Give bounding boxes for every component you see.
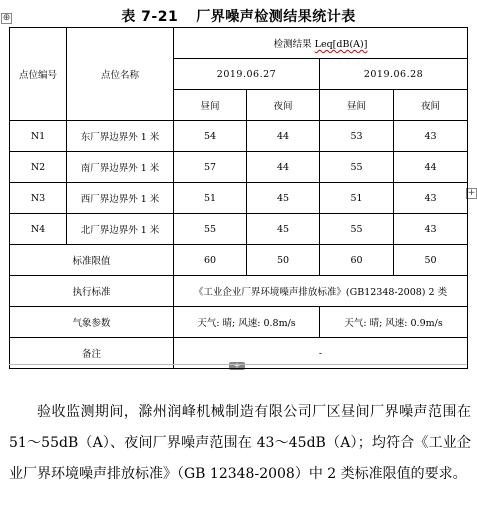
d2-day-value: 55 bbox=[320, 214, 394, 245]
table-row bbox=[10, 152, 468, 183]
table-bottom-rule bbox=[9, 364, 467, 365]
table-row bbox=[10, 183, 468, 214]
table-header-row-1 bbox=[10, 28, 468, 59]
header-d2-day: 昼间 bbox=[320, 90, 394, 121]
table-move-handle-icon[interactable]: ⊕ bbox=[2, 13, 11, 23]
standard-row bbox=[10, 276, 468, 307]
standard-text: 《工业企业厂界环境噪声排放标准》(GB12348-2008) 2 类 bbox=[174, 276, 468, 307]
d2-day-value: 51 bbox=[320, 183, 394, 214]
limit-d2-day: 60 bbox=[320, 245, 394, 276]
site-code: N3 bbox=[10, 183, 67, 214]
d1-day-value: 57 bbox=[174, 152, 247, 183]
table-add-row-handle-icon[interactable]: + bbox=[229, 362, 245, 370]
header-date-2: 2019.06.28 bbox=[320, 59, 468, 90]
site-code: N1 bbox=[10, 121, 67, 152]
header-d1-day: 昼间 bbox=[174, 90, 247, 121]
weather-day-1: 天气: 晴; 风速: 0.8m/s bbox=[174, 307, 320, 338]
weather-row bbox=[10, 307, 468, 338]
d1-night-value: 45 bbox=[247, 183, 320, 214]
weather-day-2: 天气: 晴; 风速: 0.9m/s bbox=[320, 307, 468, 338]
d2-night-value: 43 bbox=[394, 183, 468, 214]
header-result-unit: Leq[dB(A)] bbox=[314, 39, 368, 50]
limit-row bbox=[10, 245, 468, 276]
limit-d1-night: 50 bbox=[247, 245, 320, 276]
site-code: N4 bbox=[10, 214, 67, 245]
header-site-name: 点位名称 bbox=[67, 28, 174, 121]
table-add-column-handle-icon[interactable]: + bbox=[467, 188, 476, 198]
header-site-code: 点位编号 bbox=[10, 28, 67, 121]
remark-label: 备注 bbox=[10, 338, 174, 369]
limit-label: 标准限值 bbox=[10, 245, 174, 276]
d1-day-value: 51 bbox=[174, 183, 247, 214]
remark-value: - bbox=[174, 338, 468, 369]
d1-day-value: 54 bbox=[174, 121, 247, 152]
header-date-1: 2019.06.27 bbox=[174, 59, 320, 90]
header-d2-night: 夜间 bbox=[394, 90, 468, 121]
header-result-prefix: 检测结果 bbox=[273, 39, 315, 50]
table-title: 厂界噪声检测结果统计表 bbox=[196, 9, 356, 25]
d1-day-value: 55 bbox=[174, 214, 247, 245]
d1-night-value: 44 bbox=[247, 152, 320, 183]
d1-night-value: 44 bbox=[247, 121, 320, 152]
site-name: 东厂界边界外 1 米 bbox=[67, 121, 174, 152]
weather-label: 气象参数 bbox=[10, 307, 174, 338]
site-code: N2 bbox=[10, 152, 67, 183]
d1-night-value: 45 bbox=[247, 214, 320, 245]
standard-label: 执行标准 bbox=[10, 276, 174, 307]
d2-day-value: 55 bbox=[320, 152, 394, 183]
d2-night-value: 44 bbox=[394, 152, 468, 183]
site-name: 西厂界边界外 1 米 bbox=[67, 183, 174, 214]
header-d1-night: 夜间 bbox=[247, 90, 320, 121]
table-row bbox=[10, 121, 468, 152]
limit-d1-day: 60 bbox=[174, 245, 247, 276]
d2-night-value: 43 bbox=[394, 121, 468, 152]
table-row bbox=[10, 214, 468, 245]
header-result bbox=[174, 28, 468, 59]
d2-day-value: 53 bbox=[320, 121, 394, 152]
table-number: 表 7-21 bbox=[121, 9, 179, 25]
limit-d2-night: 50 bbox=[394, 245, 468, 276]
noise-results-table bbox=[9, 27, 468, 369]
site-name: 北厂界边界外 1 米 bbox=[67, 214, 174, 245]
summary-paragraph: 验收监测期间，滁州润峰机械制造有限公司厂区昼间厂界噪声范围在 51～55dB（A）、夜间厂界噪声范围在 43～45dB（A）；均符合《工业企业厂界环境噪声排放标准》（GB 12348-2008）中 2 类标准限值的要求。 bbox=[9, 404, 471, 482]
d2-night-value: 43 bbox=[394, 214, 468, 245]
table-caption bbox=[0, 6, 477, 26]
site-name: 南厂界边界外 1 米 bbox=[67, 152, 174, 183]
